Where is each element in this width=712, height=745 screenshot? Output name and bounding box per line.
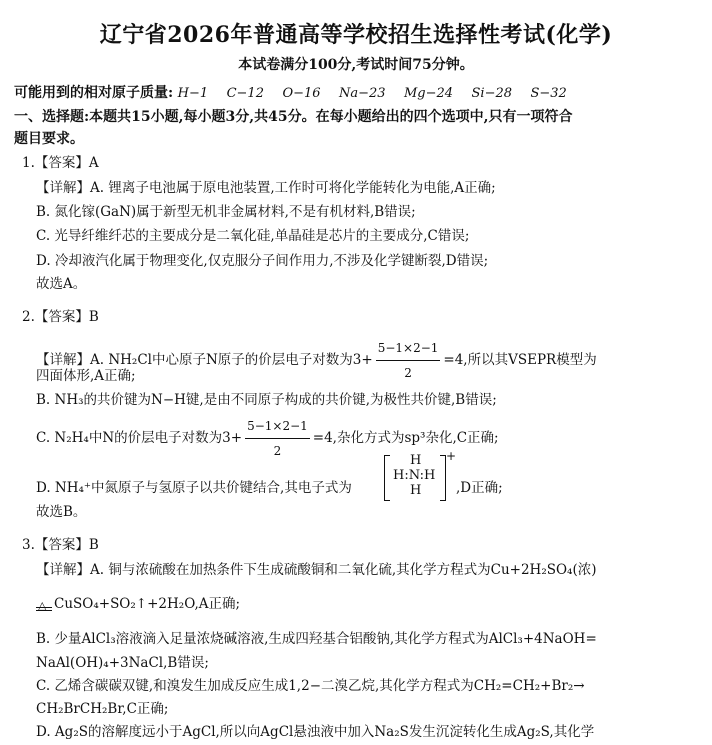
delta-symbol: △ [38,599,47,612]
q1-line: 【详解】A. 锂离子电池属于原电池装置,工作时可将化学能转化为电能,A正确; [36,180,496,196]
q3-line-a1: 【详解】A. 铜与浓硫酸在加热条件下生成硫酸铜和二氧化硫,其化学方程式为Cu+2H₂SO₄(浓) [36,562,597,578]
q2-a-post: =4,所以其VSEPR模型为 [443,352,597,368]
q1-line: B. 氮化镓(GaN)属于新型无机非金属材料,不是有机材料,B错误; [36,204,416,220]
q2-line-d-post: ,D正确; [456,480,503,496]
ammonium-electron-formula [384,449,456,503]
q3-line-b2: NaAl(OH)₄+3NaCl,B错误; [36,655,209,671]
fraction-denominator: 2 [404,366,412,380]
lewis-top: H [410,453,422,468]
lewis-charge: + [445,449,456,463]
page-title: 辽宁省2026年普通高等学校招生选择性考试(化学) [99,22,613,48]
q2-c-pre: C. N₂H₄中N的价层电子对数为3+ [36,430,243,446]
section-heading-cont: 题目要求。 [14,131,84,147]
q3-line-d1: D. Ag₂S的溶解度远小于AgCl,所以向AgCl悬浊液中加入Na₂S发生沉淀转化生成Ag₂S,其化学 [36,724,595,740]
bracket-left [384,455,390,501]
lewis-mid: H:N:H [393,468,436,483]
q3-line-a2 [36,594,240,614]
q2-answer: 2.【答案】B [22,309,99,325]
equals-sign [36,607,52,611]
q2-c-fraction [245,414,310,463]
q1-line: C. 光导纤维纤芯的主要成分是二氧化硅,单晶硅是芯片的主要成分,C错误; [36,228,470,244]
q2-conclusion: 故选B。 [36,504,87,520]
atomic-mass-line [14,82,581,102]
q2-line-a2: 四面体形,A正确; [36,368,136,384]
mass-item: Mg−24 [404,86,454,101]
q2-c-post: =4,杂化方式为sp³杂化,C正确; [312,430,499,446]
mass-item: O−16 [282,86,321,101]
q2-a-pre: 【详解】A. NH₂Cl中心原子N原子的价层电子对数为3+ [36,352,373,368]
page-subtitle: 本试卷满分100分,考试时间75分钟。 [238,57,474,73]
mass-item: C−12 [226,86,264,101]
q2-a-fraction [376,336,441,385]
q2-line-d-pre: D. NH₄⁺中氮原子与氢原子以共价键结合,其电子式为 [36,480,352,496]
lewis-bottom: H [410,483,422,498]
mass-item: Na−23 [338,86,386,101]
q1-line: D. 冷却液汽化属于物理变化,仅克服分子间作用力,不涉及化学键断裂,D错误; [36,253,489,269]
q1-answer: 1.【答案】A [22,155,99,171]
fraction-numerator: 5−1×2−1 [245,414,310,439]
section-heading: 一、选择题:本题共15小题,每小题3分,共45分。在每小题给出的四个选项中,只有一项符合 [14,109,573,125]
fraction-denominator: 2 [273,444,282,458]
mass-item: H−1 [177,86,209,101]
q2-line-b: B. NH₃的共价键为N−H键,是由不同原子构成的共价键,为极性共价键,B错误; [36,392,497,408]
q3-line-b1: B. 少量AlCl₃溶液滴入足量浓烧碱溶液,生成四羟基合铝酸钠,其化学方程式为AlCl₃+4NaOH= [36,631,597,647]
mass-item: S−32 [530,86,567,101]
mass-item: Si−28 [471,86,513,101]
q3-answer: 3.【答案】B [22,537,99,553]
q3-a2-text: CuSO₄+SO₂↑+2H₂O,A正确; [54,596,241,612]
q3-line-c1: C. 乙烯含碳碳双键,和溴发生加成反应生成1,2−二溴乙烷,其化学方程式为CH₂=CH₂+Br₂→ [36,678,585,694]
atomic-mass-label: 可能用到的相对原子质量: [14,85,174,101]
fraction-numerator: 5−1×2−1 [376,336,441,361]
q1-line: 故选A。 [36,276,87,292]
q3-line-c2: CH₂BrCH₂Br,C正确; [36,701,169,717]
